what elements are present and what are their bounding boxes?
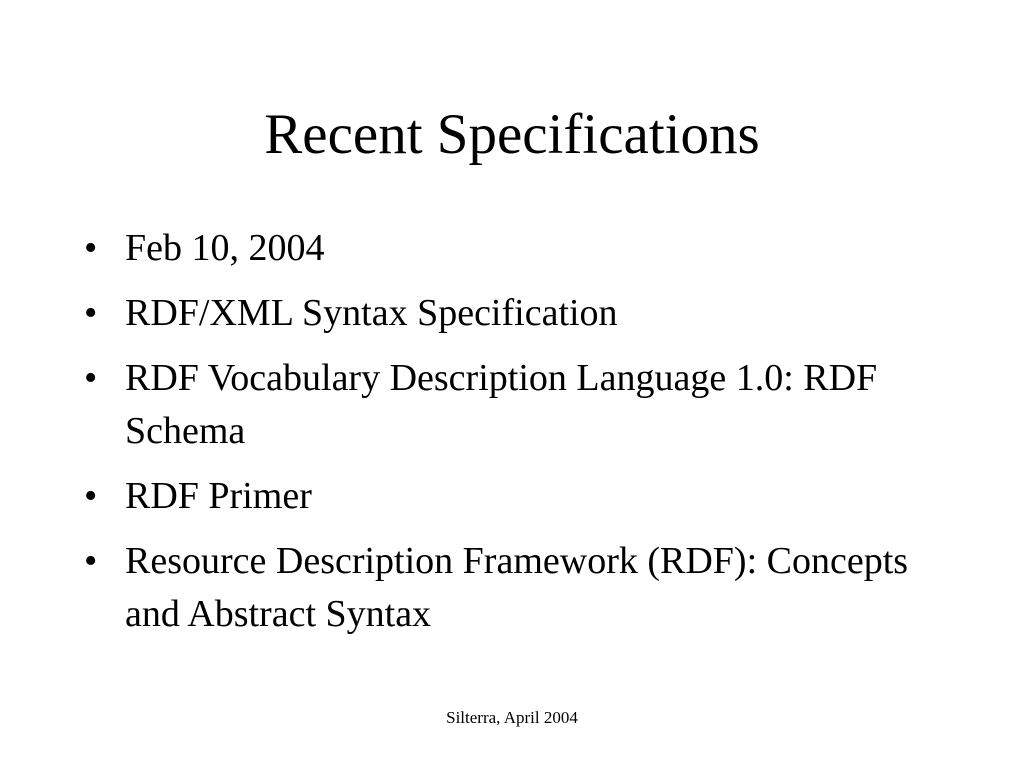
list-item [84,470,964,523]
bullet-icon: • [84,357,98,399]
bullet-text: RDF Primer [125,475,312,517]
list-item [84,222,964,275]
bullet-icon: • [84,292,98,334]
bullet-text: Resource Description Framework (RDF): Concepts and Abstract Syntax [125,540,909,635]
bullet-text: Feb 10, 2004 [125,227,325,269]
slide-title: Recent Specifications [264,103,760,166]
list-item [84,535,964,641]
list-item [84,352,964,458]
bullet-icon: • [84,475,98,517]
bullet-text: RDF/XML Syntax Specification [125,292,618,334]
slide-footer: Silterra, April 2004 [446,708,578,727]
bullet-icon: • [84,227,98,269]
bullet-text: RDF Vocabulary Description Language 1.0: RDF Schema [125,357,878,452]
bullet-list [84,222,964,653]
list-item [84,287,964,340]
bullet-icon: • [84,540,98,582]
